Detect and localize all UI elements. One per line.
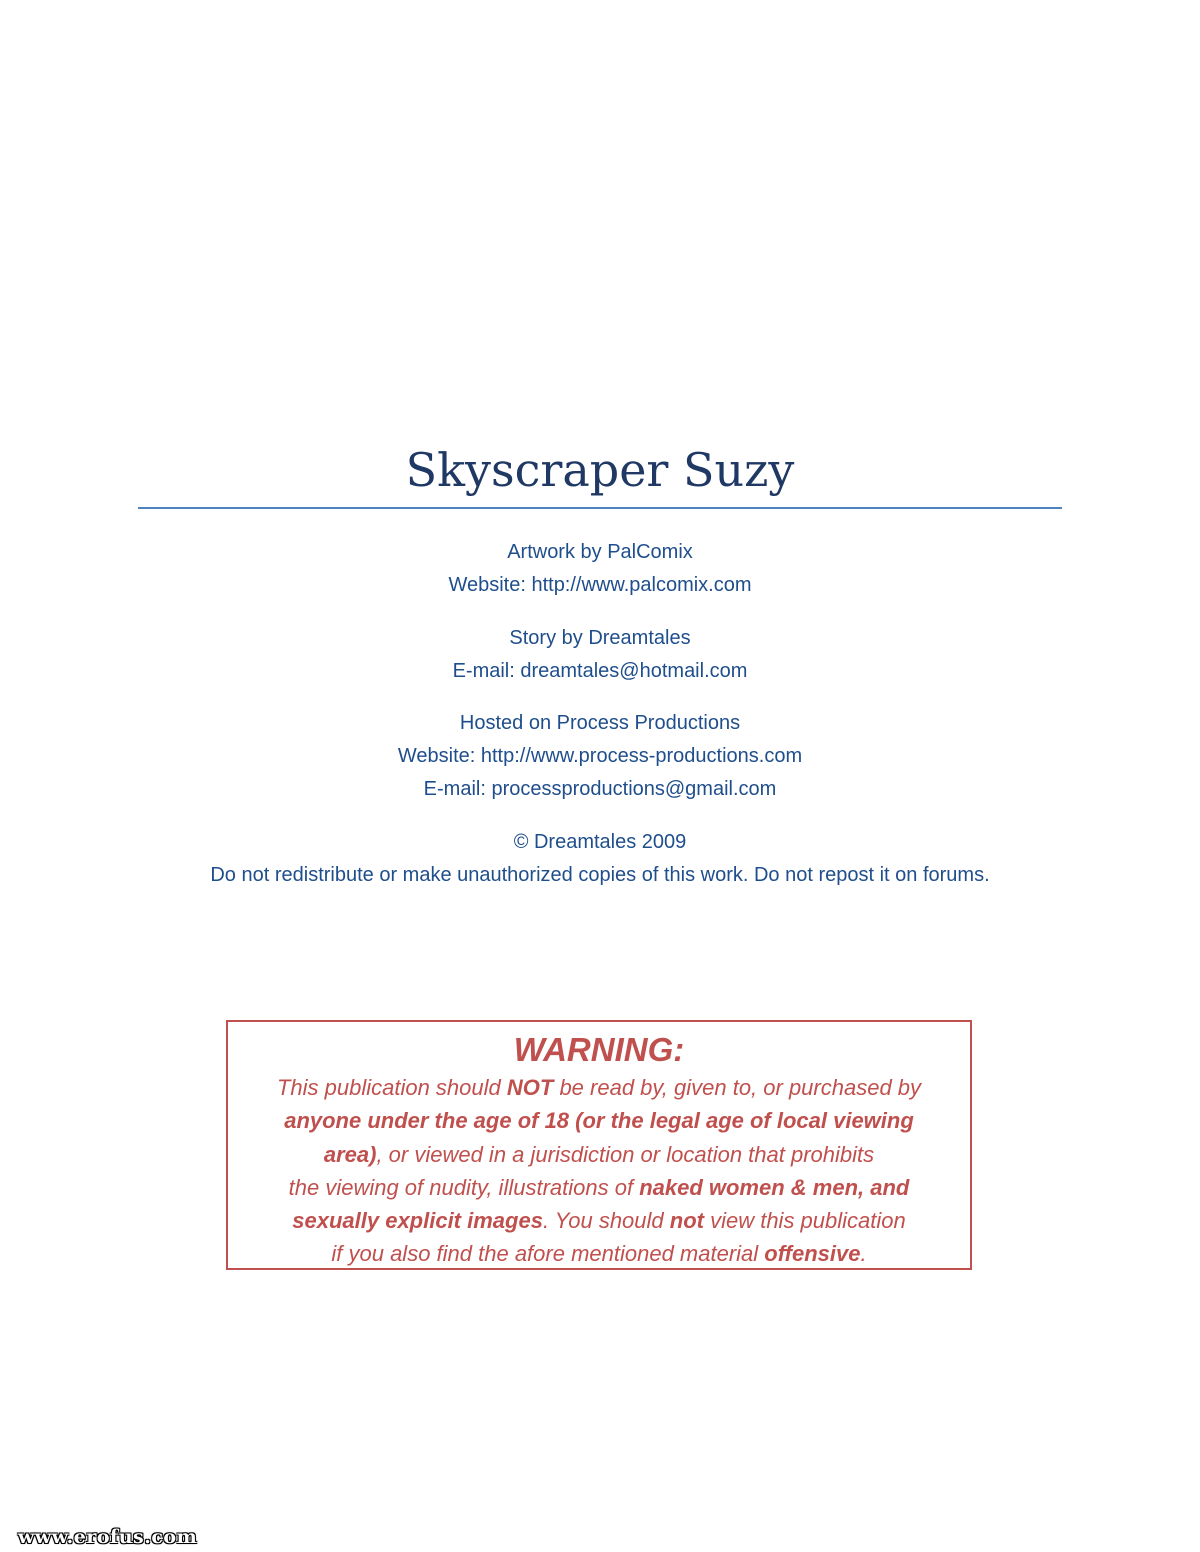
warning-text: This publication should [276, 1075, 507, 1100]
host-website[interactable]: Website: http://www.process-productions.com [397, 745, 803, 767]
warning-text: . You should [542, 1208, 670, 1233]
warning-emphasis: sexually explicit images [292, 1208, 543, 1233]
warning-emphasis: naked women & men, and [639, 1175, 910, 1200]
site-watermark: www.erofus.com [18, 1526, 198, 1548]
warning-text: the viewing of nudity, illustrations of [288, 1175, 640, 1200]
warning-emphasis: area) [323, 1142, 377, 1167]
warning-text: , or viewed in a jurisdiction or location that prohibits [376, 1142, 875, 1167]
warning-emphasis: NOT [506, 1075, 554, 1100]
warning-line-6 [228, 1238, 970, 1270]
warning-text: view this publication [703, 1208, 906, 1233]
copyright-notice: © Dreamtales 2009 [513, 831, 687, 853]
story-email[interactable]: E-mail: dreamtales@hotmail.com [452, 660, 748, 682]
warning-text: if you also find the afore mentioned material [331, 1241, 765, 1266]
page-title: Skyscraper Suzy [405, 443, 795, 497]
warning-text: . [860, 1241, 867, 1266]
warning-line-3 [228, 1139, 970, 1171]
warning-line-5 [228, 1205, 970, 1237]
warning-box [226, 1020, 972, 1270]
warning-text: be read by, given to, or purchased by [553, 1075, 922, 1100]
title-divider [138, 507, 1062, 509]
warning-line-1 [228, 1072, 970, 1104]
story-credit: Story by Dreamtales [509, 627, 691, 649]
redistribution-notice: Do not redistribute or make unauthorized copies of this work. Do not repost it on forums. [210, 864, 990, 886]
host-credit: Hosted on Process Productions [459, 712, 741, 734]
warning-emphasis: offensive [764, 1241, 861, 1266]
artwork-credit: Artwork by PalComix [507, 541, 693, 563]
warning-emphasis: not [669, 1208, 704, 1233]
warning-emphasis: anyone under the age of 18 (or the legal age of local viewing [284, 1108, 914, 1133]
warning-title: WARNING: [513, 1031, 685, 1068]
warning-line-4 [228, 1172, 970, 1204]
host-email[interactable]: E-mail: processproductions@gmail.com [423, 778, 777, 800]
artwork-website[interactable]: Website: http://www.palcomix.com [448, 574, 752, 596]
warning-line-2 [228, 1105, 970, 1137]
